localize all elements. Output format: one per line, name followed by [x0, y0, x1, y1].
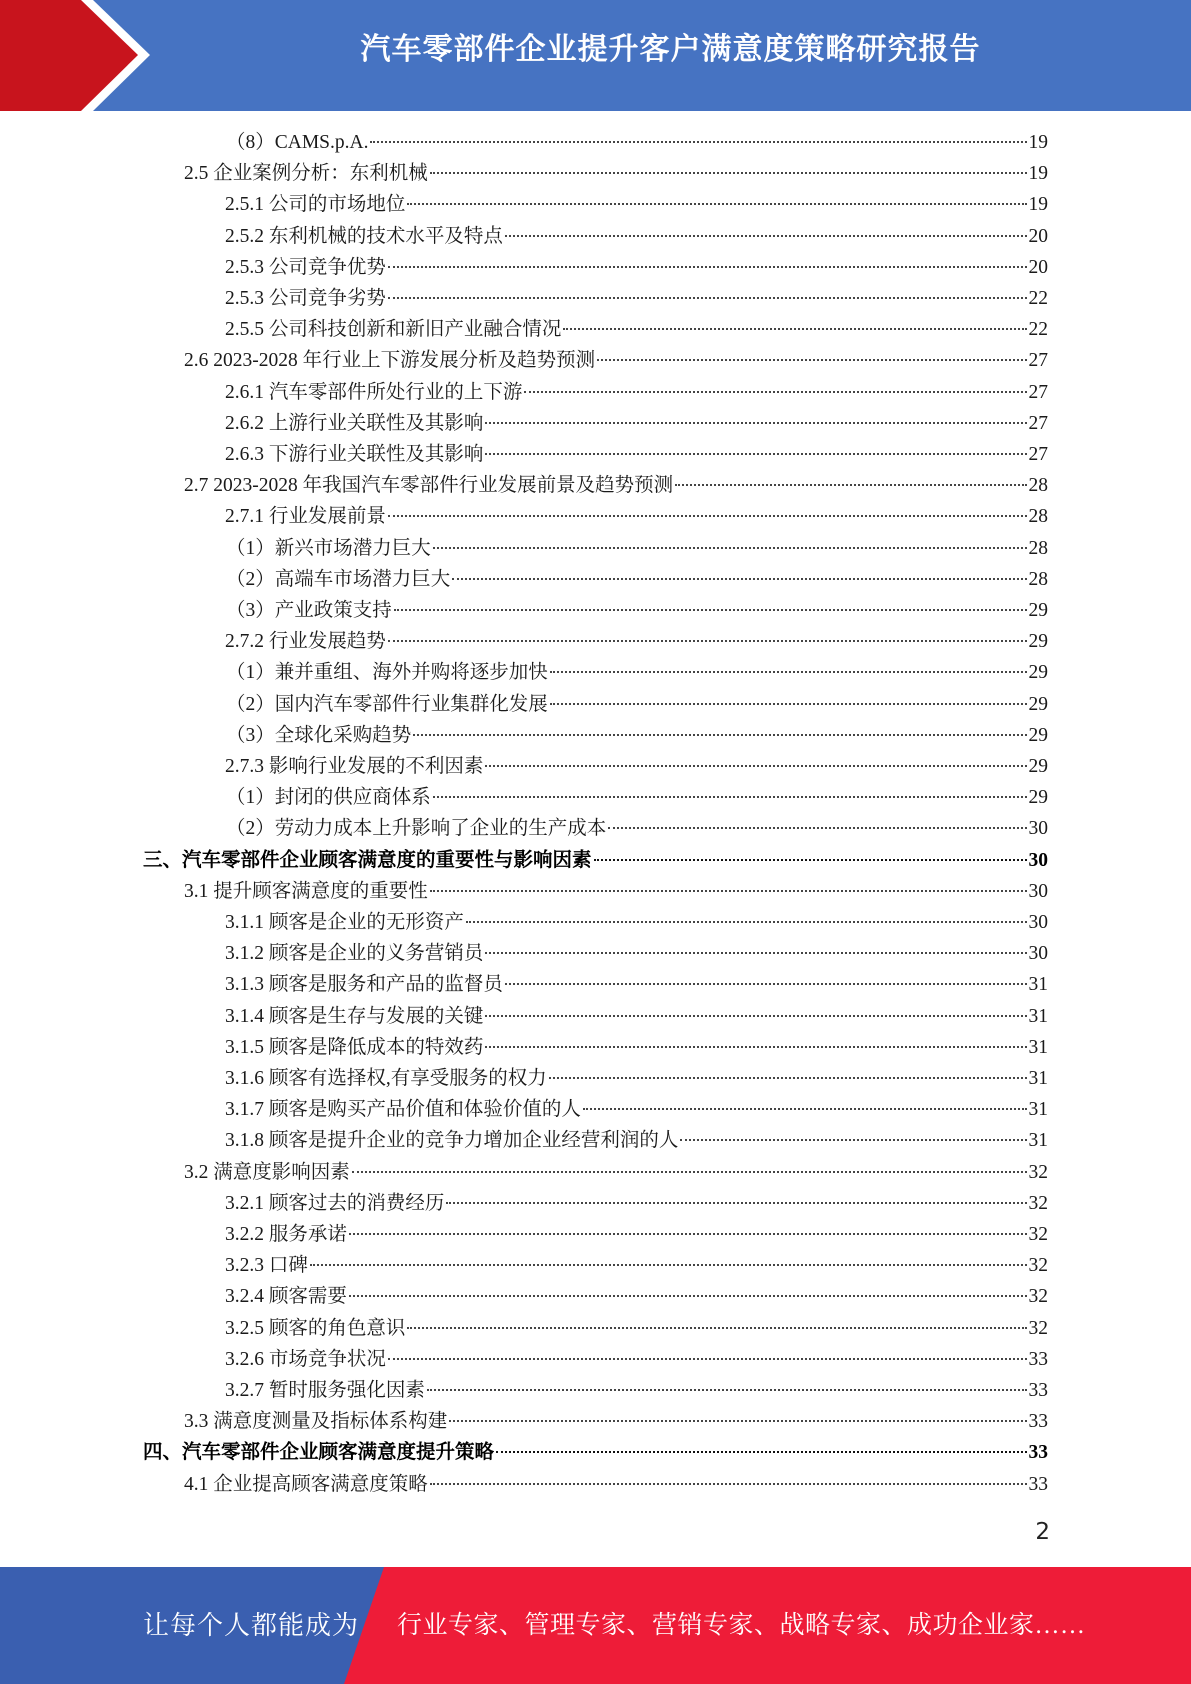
toc-entry-title: 2.6.2 上游行业关联性及其影响: [225, 413, 484, 434]
toc-entry-title: 3.1.7 顾客是购买产品价值和体验价值的人: [225, 1099, 581, 1120]
toc-entry-page: 32: [1028, 1255, 1048, 1276]
toc-entry[interactable]: [226, 533, 1048, 564]
toc-entry-title: 2.5 企业案例分析：东利机械: [184, 163, 428, 184]
toc-dot-leader: [496, 1451, 1026, 1453]
toc-dot-leader: [430, 1483, 1027, 1485]
toc-entry[interactable]: [225, 1032, 1048, 1063]
toc-entry-title: 3.2.7 暂时服务强化因素: [225, 1380, 425, 1401]
toc-entry-page: 32: [1028, 1162, 1048, 1183]
toc-entry[interactable]: [225, 1375, 1048, 1406]
toc-dot-leader: [388, 266, 1027, 268]
toc-entry-page: 30: [1028, 881, 1048, 902]
toc-entry-title: （1）兼并重组、海外并购将逐步加快: [226, 662, 548, 683]
toc-entry-title: （2）劳动力成本上升影响了企业的生产成本: [226, 818, 607, 839]
toc-dot-leader: [550, 703, 1027, 705]
toc-entry[interactable]: [226, 720, 1048, 751]
toc-entry-title: （1）新兴市场潜力巨大: [226, 538, 431, 559]
toc-entry-title: 2.6.3 下游行业关联性及其影响: [225, 444, 484, 465]
toc-entry-page: 33: [1028, 1349, 1048, 1370]
toc-dot-leader: [485, 422, 1026, 424]
toc-dot-leader: [370, 141, 1026, 143]
toc-entry[interactable]: [184, 470, 1048, 501]
toc-entry-title: 2.7.2 行业发展趋势: [225, 631, 386, 652]
toc-dot-leader: [349, 1295, 1027, 1297]
toc-entry-title: 3.2.6 市场竞争状况: [225, 1349, 386, 1370]
toc-entry[interactable]: [184, 1406, 1048, 1437]
toc-entry-page: 31: [1028, 1006, 1048, 1027]
toc-entry-page: 28: [1028, 538, 1048, 559]
toc-entry-title: 3.3 满意度测量及指标体系构建: [184, 1411, 448, 1432]
toc-entry-page: 29: [1028, 631, 1048, 652]
toc-dot-leader: [349, 1233, 1027, 1235]
toc-entry-page: 22: [1028, 288, 1048, 309]
toc-entry[interactable]: [184, 876, 1048, 907]
toc-dot-leader: [449, 1420, 1026, 1422]
toc-entry-page: 29: [1028, 662, 1048, 683]
toc-entry[interactable]: [225, 938, 1048, 969]
toc-entry[interactable]: [225, 221, 1048, 252]
toc-dot-leader: [413, 734, 1026, 736]
toc-entry-title: 三、汽车零部件企业顾客满意度的重要性与影响因素: [143, 850, 592, 871]
toc-entry-title: 3.1.5 顾客是降低成本的特效药: [225, 1037, 484, 1058]
toc-entry[interactable]: [225, 1001, 1048, 1032]
toc-entry-page: 29: [1028, 600, 1048, 621]
toc-entry-page: 29: [1028, 787, 1048, 808]
toc-dot-leader: [597, 359, 1026, 361]
toc-dot-leader: [485, 952, 1026, 954]
toc-dot-leader: [433, 547, 1027, 549]
toc-entry-title: 2.6 2023-2028 年行业上下游发展分析及趋势预测: [184, 350, 596, 371]
toc-entry-page: 20: [1028, 226, 1048, 247]
toc-dot-leader: [505, 235, 1027, 237]
toc-entry-page: 29: [1028, 694, 1048, 715]
toc-entry-title: 2.5.2 东利机械的技术水平及特点: [225, 226, 503, 247]
toc-dot-leader: [608, 827, 1026, 829]
toc-dot-leader: [407, 203, 1026, 205]
toc-dot-leader: [550, 671, 1027, 673]
toc-entry[interactable]: [143, 1437, 1048, 1468]
toc-entry-page: 31: [1028, 974, 1048, 995]
toc-dot-leader: [430, 172, 1027, 174]
toc-dot-leader: [388, 515, 1027, 517]
toc-entry[interactable]: [225, 501, 1048, 532]
toc-entry-page: 32: [1028, 1193, 1048, 1214]
toc-entry-title: （3）全球化采购趋势: [226, 725, 412, 746]
toc-entry-title: 3.2.2 服务承诺: [225, 1224, 347, 1245]
toc-entry[interactable]: [225, 1063, 1048, 1094]
toc-entry[interactable]: [226, 564, 1048, 595]
toc-entry-title: 2.6.1 汽车零部件所处行业的上下游: [225, 382, 523, 403]
toc-entry-page: 27: [1028, 444, 1048, 465]
page-header: [0, 0, 1191, 111]
toc-dot-leader: [675, 484, 1026, 486]
toc-dot-leader: [446, 1202, 1026, 1204]
toc-entry-page: 19: [1028, 194, 1048, 215]
toc-entry-title: 3.2.5 顾客的角色意识: [225, 1318, 406, 1339]
header-chevron-icon: [0, 0, 138, 111]
toc-entry-title: 3.1.3 顾客是服务和产品的监督员: [225, 974, 503, 995]
toc-entry[interactable]: [225, 1125, 1048, 1156]
toc-dot-leader: [452, 578, 1026, 580]
toc-dot-leader: [485, 1046, 1026, 1048]
toc-entry[interactable]: [225, 408, 1048, 439]
toc-entry-title: 2.5.3 公司竞争劣势: [225, 288, 386, 309]
toc-dot-leader: [485, 765, 1026, 767]
toc-entry[interactable]: [226, 595, 1048, 626]
toc-entry-title: 四、汽车零部件企业顾客满意度提升策略: [143, 1442, 495, 1463]
toc-entry-page: 30: [1028, 850, 1048, 871]
toc-entry[interactable]: [225, 1281, 1048, 1312]
footer-slogan-left: 让每个人都能成为: [143, 1611, 360, 1640]
toc-entry-page: 19: [1028, 163, 1048, 184]
toc-entry-page: 30: [1028, 943, 1048, 964]
toc-entry-title: 3.2 满意度影响因素: [184, 1162, 350, 1183]
toc-dot-leader: [407, 1327, 1026, 1329]
toc-entry-page: 29: [1028, 756, 1048, 777]
toc-entry[interactable]: [225, 907, 1048, 938]
toc-entry-title: 3.2.3 口碑: [225, 1255, 308, 1276]
page-number: 2: [1035, 1519, 1050, 1545]
toc-dot-leader: [485, 1015, 1026, 1017]
toc-entry-page: 19: [1028, 132, 1048, 153]
toc-entry[interactable]: [226, 813, 1048, 844]
toc-entry-title: 2.5.1 公司的市场地位: [225, 194, 406, 215]
toc-entry-page: 28: [1028, 506, 1048, 527]
toc-entry-page: 30: [1028, 912, 1048, 933]
toc-entry[interactable]: [225, 751, 1048, 782]
toc-entry[interactable]: [184, 1157, 1048, 1188]
toc-dot-leader: [680, 1139, 1026, 1141]
toc-entry-title: 3.1.2 顾客是企业的义务营销员: [225, 943, 484, 964]
toc-dot-leader: [524, 391, 1026, 393]
toc-dot-leader: [485, 453, 1026, 455]
toc-entry-page: 32: [1028, 1318, 1048, 1339]
toc-entry-page: 30: [1028, 818, 1048, 839]
toc-dot-leader: [388, 297, 1027, 299]
toc-entry-page: 33: [1028, 1474, 1048, 1495]
footer-slogan-right: 行业专家、管理专家、营销专家、战略专家、成功企业家……: [397, 1612, 1086, 1639]
toc-entry[interactable]: [225, 377, 1048, 408]
toc-entry-title: （3）产业政策支持: [226, 600, 392, 621]
toc-dot-leader: [433, 796, 1027, 798]
toc-entry-title: 3.2.1 顾客过去的消费经历: [225, 1193, 445, 1214]
toc-entry-title: 3.1.4 顾客是生存与发展的关键: [225, 1006, 484, 1027]
page-footer: [0, 1567, 1191, 1684]
report-title: 汽车零部件企业提升客户满意度策略研究报告: [360, 32, 981, 67]
toc-entry-page: 27: [1028, 413, 1048, 434]
toc-entry-title: （2）国内汽车零部件行业集群化发展: [226, 694, 548, 715]
toc-entry-page: 33: [1028, 1442, 1048, 1463]
toc-entry[interactable]: [226, 689, 1048, 720]
toc-entry-page: 28: [1028, 475, 1048, 496]
toc-entry-page: 33: [1028, 1411, 1048, 1432]
toc-entry[interactable]: [226, 657, 1048, 688]
toc-dot-leader: [583, 1108, 1027, 1110]
toc-entry-page: 27: [1028, 350, 1048, 371]
toc-entry-page: 31: [1028, 1130, 1048, 1151]
toc-entry[interactable]: [225, 1250, 1048, 1281]
toc-entry-title: 2.5.3 公司竞争优势: [225, 257, 386, 278]
toc-entry[interactable]: [225, 969, 1048, 1000]
toc-entry-title: （2）高端车市场潜力巨大: [226, 569, 451, 590]
toc-entry[interactable]: [225, 1344, 1048, 1375]
toc-entry[interactable]: [225, 1094, 1048, 1125]
toc-entry-page: 28: [1028, 569, 1048, 590]
toc-dot-leader: [427, 1389, 1027, 1391]
toc-entry[interactable]: [225, 283, 1048, 314]
toc-entry-title: 2.7.1 行业发展前景: [225, 506, 386, 527]
toc-dot-leader: [388, 1358, 1027, 1360]
toc-entry-page: 29: [1028, 725, 1048, 746]
toc-dot-leader: [430, 890, 1027, 892]
toc-entry[interactable]: [225, 626, 1048, 657]
toc-dot-leader: [394, 609, 1027, 611]
toc-entry[interactable]: [225, 314, 1048, 345]
toc-entry-page: 22: [1028, 319, 1048, 340]
toc-dot-leader: [466, 921, 1027, 923]
toc-dot-leader: [352, 1171, 1027, 1173]
toc-entry-title: 3.1 提升顾客满意度的重要性: [184, 881, 428, 902]
toc-dot-leader: [549, 1077, 1027, 1079]
toc-entry-page: 20: [1028, 257, 1048, 278]
toc-entry-title: 3.1.6 顾客有选择权,有享受服务的权力: [225, 1068, 547, 1089]
toc-dot-leader: [563, 328, 1026, 330]
toc-entry-title: 2.5.5 公司科技创新和新旧产业融合情况: [225, 319, 562, 340]
toc-dot-leader: [310, 1264, 1027, 1266]
toc-entry-title: 3.2.4 顾客需要: [225, 1286, 347, 1307]
toc-entry-page: 31: [1028, 1099, 1048, 1120]
toc-entry-page: 27: [1028, 382, 1048, 403]
toc-entry-title: （8）CAMS.p.A.: [226, 132, 369, 153]
toc-entry[interactable]: [184, 1469, 1048, 1500]
toc-entry[interactable]: [184, 345, 1048, 376]
toc-entry[interactable]: [225, 439, 1048, 470]
toc-entry[interactable]: [225, 1188, 1048, 1219]
toc-entry-title: 4.1 企业提高顾客满意度策略: [184, 1474, 428, 1495]
toc-entry-page: 31: [1028, 1037, 1048, 1058]
toc-entry-page: 31: [1028, 1068, 1048, 1089]
toc-dot-leader: [594, 859, 1027, 861]
toc-entry[interactable]: [225, 1219, 1048, 1250]
toc-entry-title: 3.1.1 顾客是企业的无形资产: [225, 912, 464, 933]
toc-entry[interactable]: [184, 158, 1048, 189]
toc-entry-title: 2.7 2023-2028 年我国汽车零部件行业发展前景及趋势预测: [184, 475, 674, 496]
toc-entry[interactable]: [225, 252, 1048, 283]
toc-entry-page: 33: [1028, 1380, 1048, 1401]
toc-entry[interactable]: [226, 782, 1048, 813]
toc-entry-title: （1）封闭的供应商体系: [226, 787, 431, 808]
toc-entry-title: 3.1.8 顾客是提升企业的竞争力增加企业经营利润的人: [225, 1130, 679, 1151]
toc-entry[interactable]: [225, 189, 1048, 220]
toc-entry[interactable]: [143, 845, 1048, 876]
toc-entry-title: 2.7.3 影响行业发展的不利因素: [225, 756, 484, 777]
toc-dot-leader: [388, 640, 1027, 642]
toc-entry[interactable]: [226, 127, 1048, 158]
toc-dot-leader: [505, 983, 1027, 985]
toc-entry-page: 32: [1028, 1224, 1048, 1245]
toc-entry-page: 32: [1028, 1286, 1048, 1307]
toc-entry[interactable]: [225, 1313, 1048, 1344]
